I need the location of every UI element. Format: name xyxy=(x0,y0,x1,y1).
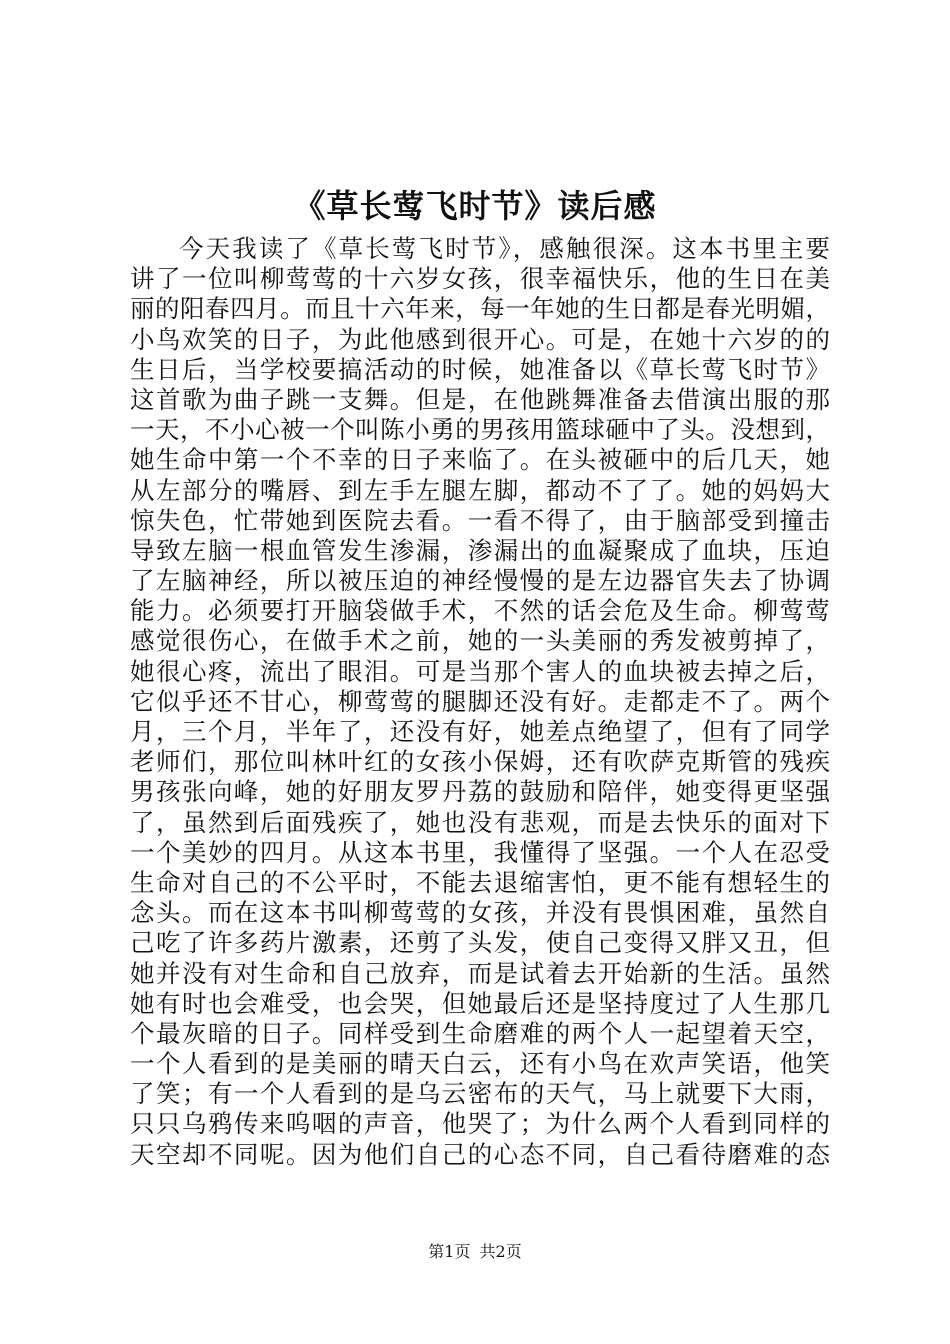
page-number: 第1页 xyxy=(428,1242,471,1261)
text-line: 它似乎还不甘心，柳莺莺的腿脚还没有好。走都走不了。两个 xyxy=(130,686,830,716)
text-line: 她很心疼，流出了眼泪。可是当那个害人的血块被去掉之后， xyxy=(130,656,830,686)
text-line: 了左脑神经，所以被压迫的神经慢慢的是左边器官失去了协调 xyxy=(130,566,830,596)
text-line: 月，三个月，半年了，还没有好，她差点绝望了，但有了同学 xyxy=(130,717,830,746)
text-line: 了笑；有一个人看到的是乌云密布的天气，马上就要下大雨， xyxy=(130,1079,830,1109)
text-line: 老师们，那位叫林叶红的女孩小保姆，还有吹萨克斯管的残疾 xyxy=(130,747,830,777)
text-line: 念头。而在这本书叫柳莺莺的女孩，并没有畏惧困难，虽然自 xyxy=(130,898,830,928)
text-line: 她生命中第一个不幸的日子来临了。在头被砸中的后几天，她 xyxy=(130,445,830,475)
page-footer xyxy=(0,1241,950,1263)
text-line: 一个人看到的是美丽的晴天白云，还有小鸟在欢声笑语，他笑 xyxy=(130,1049,830,1079)
text-line: 丽的阳春四月。而且十六年来，每一年她的生日都是春光明媚， xyxy=(130,294,830,324)
text-line: 小鸟欢笑的日子，为此他感到很开心。可是，在她十六岁的的 xyxy=(130,324,830,354)
text-line: 一天，不小心被一个叫陈小勇的男孩用篮球砸中了头。没想到， xyxy=(130,415,830,445)
text-line: 一个美妙的四月。从这本书里，我懂得了坚强。一个人在忍受 xyxy=(130,837,830,867)
text-line: 感觉很伤心，在做手术之前，她的一头美丽的秀发被剪掉了， xyxy=(130,626,830,656)
text-line: 生日后，当学校要搞活动的时候，她准备以《草长莺飞时节》 xyxy=(130,354,830,384)
text-line: 她并没有对生命和自己放弃，而是试着去开始新的生活。虽然 xyxy=(130,958,830,988)
text-line: 了，虽然到后面残疾了，她也没有悲观，而是去快乐的面对下 xyxy=(130,807,830,837)
text-line: 只只乌鸦传来呜咽的声音，他哭了；为什么两个人看到同样的 xyxy=(130,1109,830,1139)
text-line: 从左部分的嘴唇、到左手左腿左脚，都动不了了。她的妈妈大 xyxy=(130,475,830,505)
text-line: 男孩张向峰，她的好朋友罗丹荔的鼓励和陪伴，她变得更坚强 xyxy=(130,777,830,807)
document-title: 《草长莺飞时节》读后感 xyxy=(293,187,657,225)
text-line: 生命对自己的不公平时，不能去退缩害怕，更不能有想轻生的 xyxy=(130,867,830,897)
text-line: 能力。必须要打开脑袋做手术，不然的话会危及生命。柳莺莺 xyxy=(130,596,830,626)
text-line: 她有时也会难受，也会哭，但她最后还是坚持度过了人生那几 xyxy=(130,988,830,1018)
page-total: 共2页 xyxy=(479,1242,522,1261)
text-line: 天空却不同呢。因为他们自己的心态不同，自己看待磨难的态 xyxy=(130,1139,830,1169)
text-line: 讲了一位叫柳莺莺的十六岁女孩，很幸福快乐，他的生日在美 xyxy=(130,264,830,294)
text-line: 己吃了许多药片激素，还剪了头发，使自己变得又胖又丑，但 xyxy=(130,928,830,958)
text-line: 个最灰暗的日子。同样受到生命磨难的两个人一起望着天空， xyxy=(130,1018,830,1048)
text-line: 惊失色，忙带她到医院去看。一看不得了，由于脑部受到撞击 xyxy=(130,505,830,535)
document-body xyxy=(130,234,830,1170)
text-line: 导致左脑一根血管发生渗漏，渗漏出的血凝聚成了血块，压迫 xyxy=(130,535,830,565)
text-line: 今天我读了《草长莺飞时节》，感触很深。这本书里主要 xyxy=(179,234,830,263)
text-line: 这首歌为曲子跳一支舞。但是，在他跳舞准备去借演出服的那 xyxy=(130,384,830,414)
